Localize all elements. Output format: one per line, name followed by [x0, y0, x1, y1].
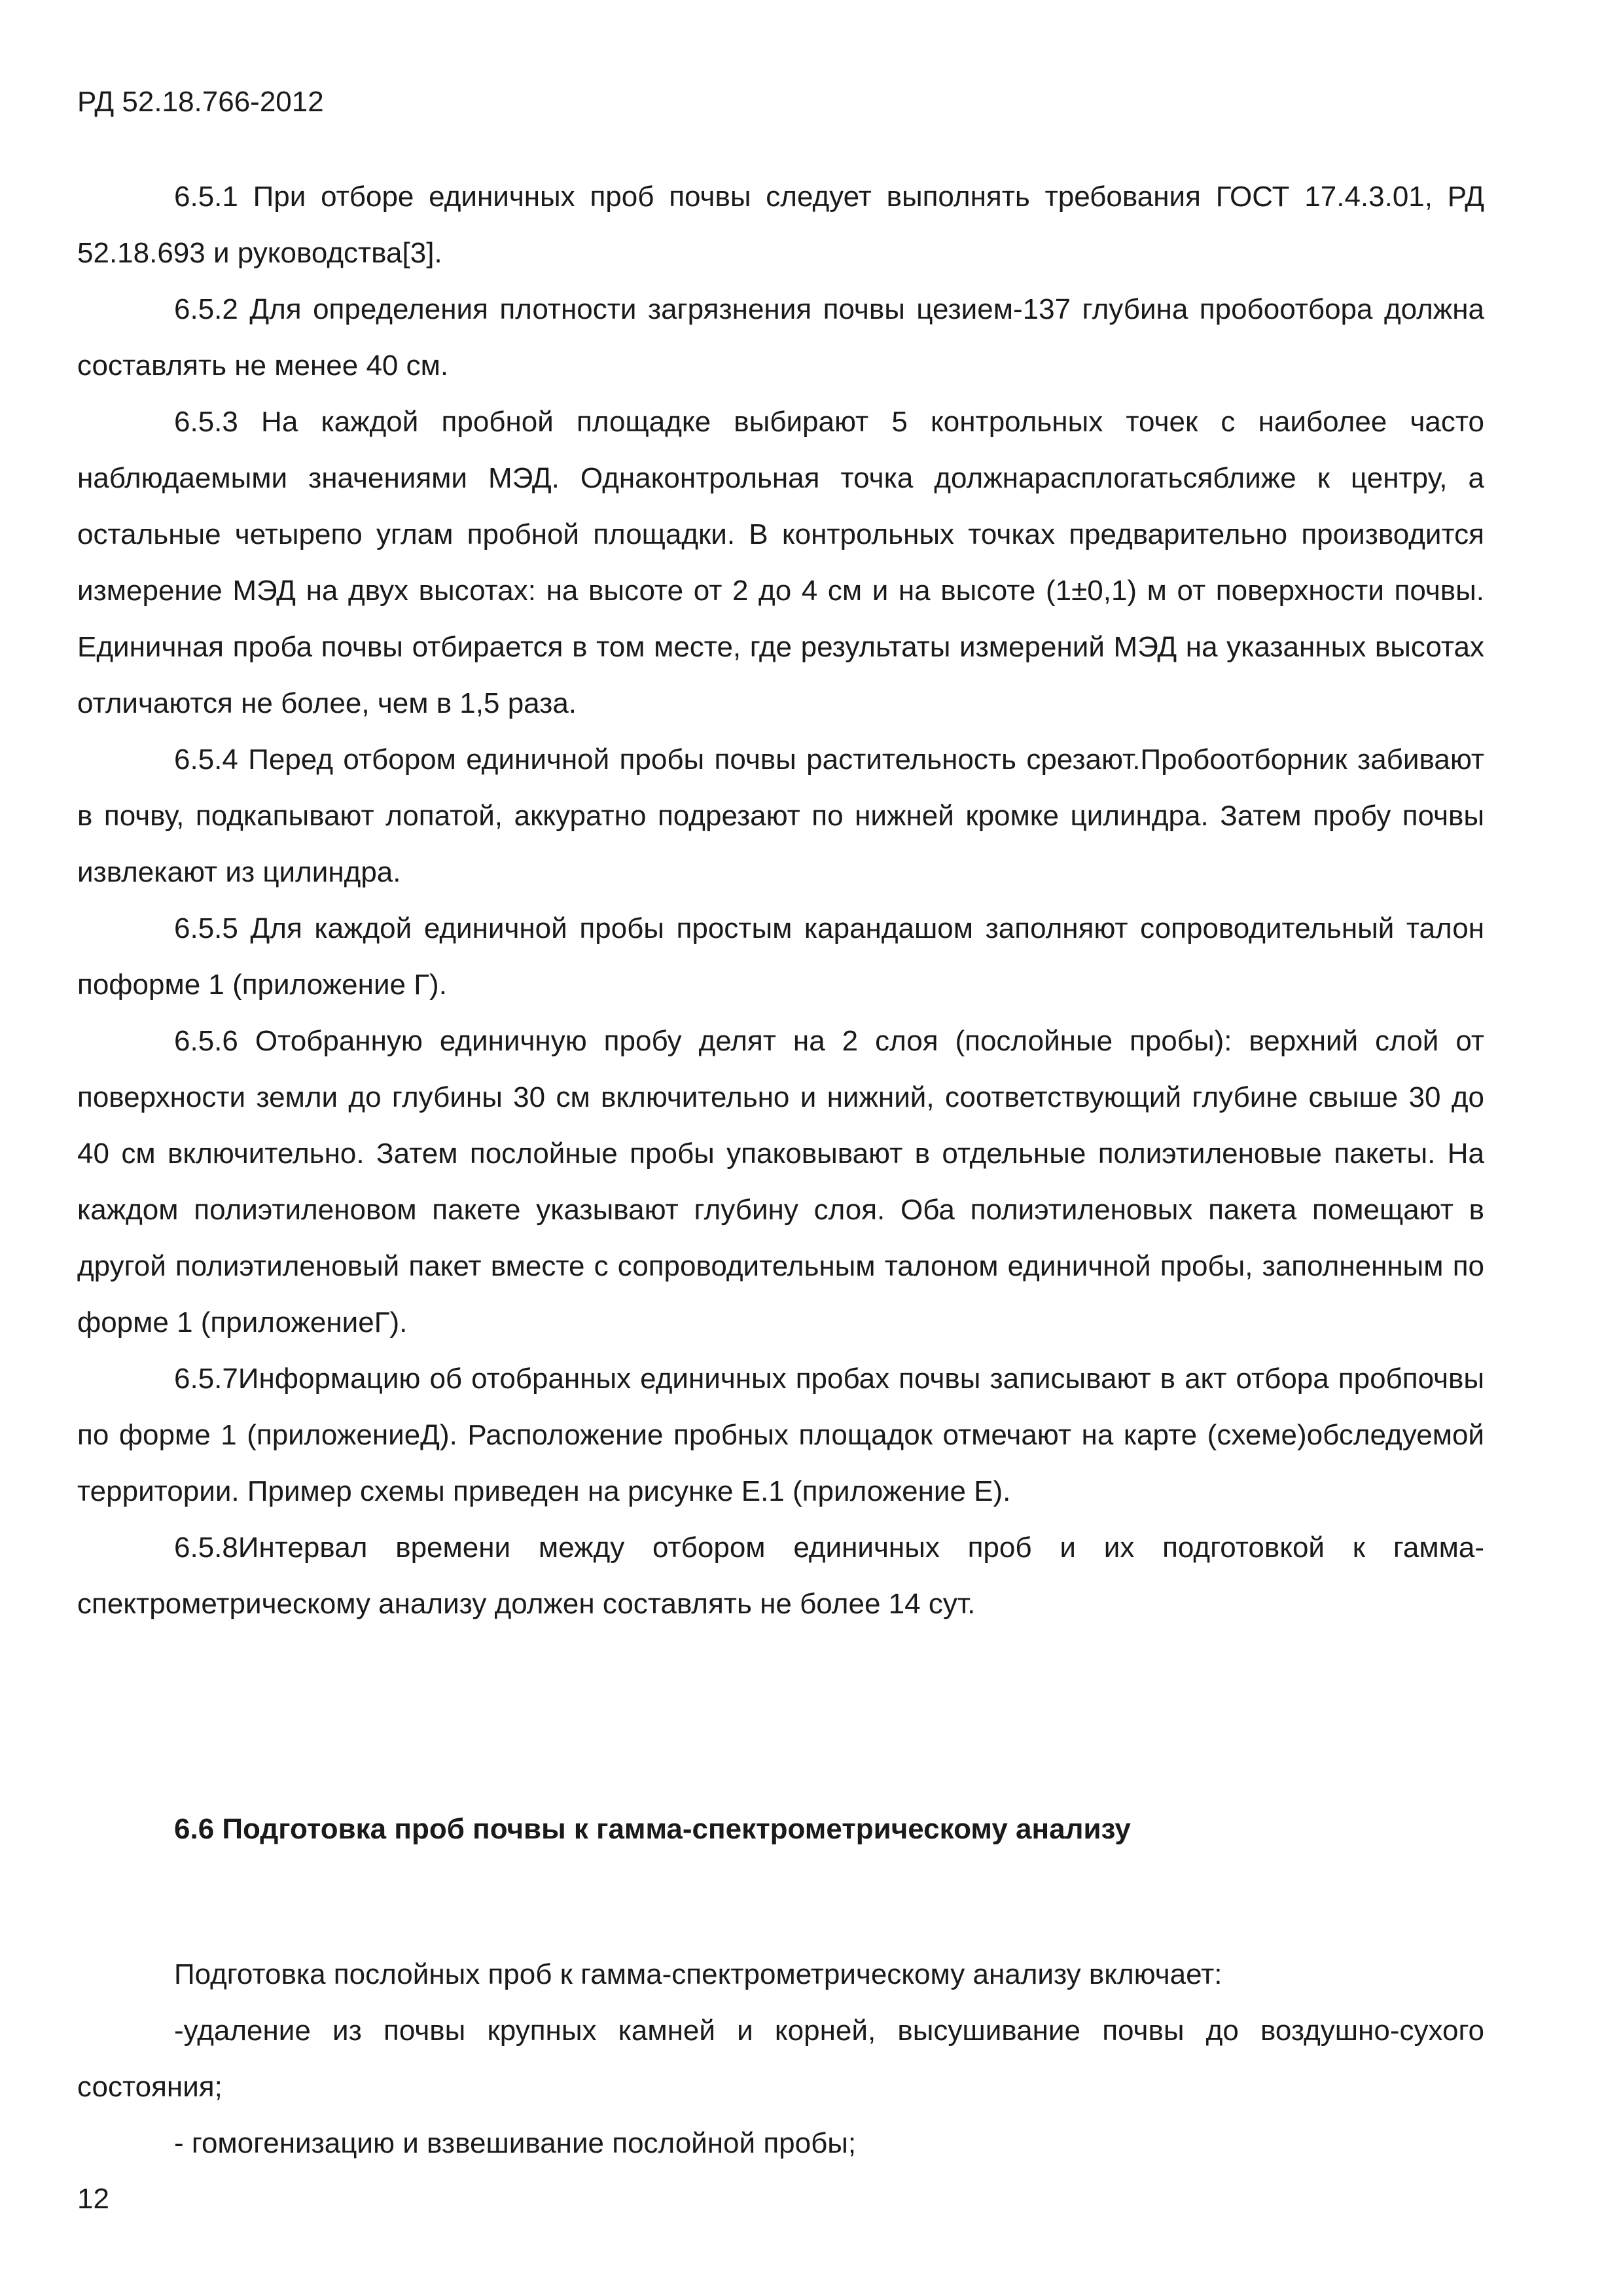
- list-item-homogenization: - гомогенизацию и взвешивание послойной пробы;: [174, 2127, 857, 2159]
- document-code-header: РД 52.18.766-2012: [77, 86, 324, 118]
- paragraph-6-5-2: 6.5.2 Для определения плотности загрязнения почвы цезием-137 глубина пробоотбора должна составлять не менее 40 см.: [77, 293, 1484, 382]
- paragraph-6-5-7: 6.5.7Информацию об отобранных единичных пробах почвы записывают в акт отбора пробпочвы по форме 1 (приложениеД). Расположение пробных площадок отмечают на карте (схеме)обследуемой территории. Пример схемы приведен на рисунке Е.1 (приложение Е).: [77, 1363, 1484, 1507]
- list-item-stone-removal: -удаление из почвы крупных камней и корней, высушивание почвы до воздушно-сухого состояния;: [77, 2015, 1484, 2103]
- paragraph-6-5-1: 6.5.1 При отборе единичных проб почвы следует выполнять требования ГОСТ 17.4.3.01, РД 52.18.693 и руководства[3].: [77, 181, 1484, 269]
- paragraph-6-5-5: 6.5.5 Для каждой единичной пробы простым карандашом заполняют сопроводительный талон поформе 1 (приложение Г).: [77, 912, 1484, 1001]
- paragraph-6-5-3: 6.5.3 На каждой пробной площадке выбирают 5 контрольных точек с наиболее часто наблюдаемыми значениями МЭД. Однаконтрольная точка должнарасплогатьсяближе к центру, а остальные четырепо углам пробной площадки. В контрольных точках предварительно производится измерение МЭД на двух высотах: на высоте от 2 до 4 см и на высоте (1±0,1) м от поверхности почвы. Единичная проба почвы отбирается в том месте, где результаты измерений МЭД на указанных высотах отличаются не более, чем в 1,5 раза.: [77, 406, 1484, 719]
- paragraph-6-5-6: 6.5.6 Отобранную единичную пробу делят на 2 слоя (послойные пробы): верхний слой от поверхности земли до глубины 30 см включительно и нижний, соответствующий глубине свыше 30 до 40 см включительно. Затем послойные пробы упаковывают в отдельные полиэтиленовые пакеты. На каждом полиэтиленовом пакете указывают глубину слоя. Оба полиэтиленовых пакета помещают в другой полиэтиленовый пакет вместе с сопроводительным талоном единичной пробы, заполненным по форме 1 (приложениеГ).: [77, 1025, 1484, 1338]
- section-heading-6-6: 6.6 Подготовка проб почвы к гамма-спектрометрическому анализу: [174, 1813, 1131, 1845]
- section-intro: Подготовка послойных проб к гамма-спектрометрическому анализу включает:: [174, 1958, 1222, 1990]
- page-number: 12: [77, 2183, 109, 2215]
- paragraph-6-5-4: 6.5.4 Перед отбором единичной пробы почвы растительность срезают.Пробоотборник забивают в почву, подкапывают лопатой, аккуратно подрезают по нижней кромке цилиндра. Затем пробу почвы извлекают из цилиндра.: [77, 744, 1484, 888]
- paragraph-6-5-8: 6.5.8Интервал времени между отбором единичных проб и их подготовкой к гамма-спектрометрическому анализу должен составлять не более 14 сут.: [77, 1532, 1484, 1620]
- document-body: [77, 169, 1484, 2172]
